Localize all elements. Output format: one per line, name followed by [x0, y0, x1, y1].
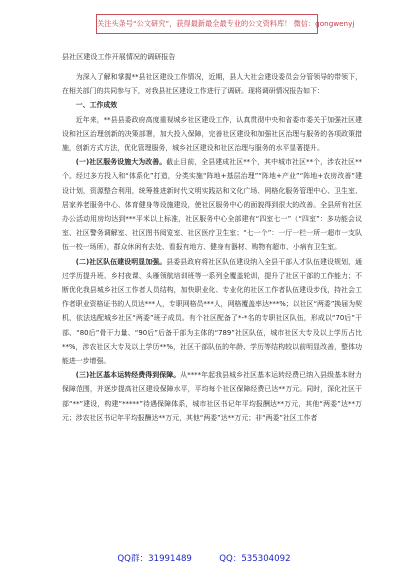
- section-paragraph: 近年来，**县县委政府高度重视城乡社区建设工作，认真贯彻中央和省委市委关于加强社区建设和社区治理创新的决策部署，加大投入保障，完善社区建设和加强社区治理与服务的各项政策措施，创新方式方法，优化管理服务，城乡社区建设和社区治理与服务的水平显著提升。: [62, 115, 362, 153]
- document-title: 县社区建设工作开展情况的调研报告: [62, 52, 176, 61]
- item-paragraph-3: [62, 368, 362, 425]
- document-body: [62, 50, 362, 425]
- item-text-2: 县委县政府将社区队伍建设纳入全县干部人才队伍建设规划，通过学历提升班、乡村夜课、头雁领航培训班等一系列全覆盖轮训，提升了社区干部的工作能力；不断优化我县城乡社区工作者人员结构，加快职业化、专业化的社区工作者队伍建设步伐，持社会工作者职业资格证书的人员达***人，专职网格员***人，网格覆盖率达***%；以社区“两委”换届为契机，依法选配城乡社区“两委”班子成员。有个社区配备了*-*名的专职社区队伍，形成以“70后”干部、“80后”骨干力量、“90后”后备干部为主体的“789”社区队伍，城市社区大专及以上学历占比**%，涉农社区大专及以上学历**%，社区干部队伍的年龄、学历等结构较以前明显改善，整体功能进一步增强。: [62, 257, 362, 366]
- item-lead-3: (三)社区基本运转经费得到保障。: [75, 371, 181, 380]
- promo-banner: 关注头条号“公文研究”，获得最新最全最专业的公文资料库！ 微信：gongwenyj: [96, 14, 318, 34]
- item-lead-2: (二)社区队伍建设明显加强。: [75, 257, 167, 266]
- item-text-3: 从****年起我县城乡社区基本运转经费已纳入县级基本财力保障范围，并逐步提高社区建设保障水平，平均每个社区保障经费已达**万元。同时，深化社区干部“**”建设，构建“*****”待遇保障体系，城市社区书记年平均报酬达**万元，其他“两委”达**万元；涉农社区书记年平均报酬达**万元，其他“两委”达**万元；非“两委”社区工作者: [62, 371, 362, 422]
- section-heading: 一、工作成效: [75, 101, 118, 110]
- item-paragraph-2: [62, 255, 362, 369]
- item-paragraph-1: [62, 155, 362, 254]
- item-text-1: 截止目前，全县建成社区**个，其中城市社区**个，涉农社区**个。经过多方投入和“体系化”打造，分类实施“阵地+基层治理”“阵地+产业”“阵地+农房改善”建设计划，资源整合利用，统筹推进新时代文明实践站和文化广场、网格化服务管理中心、卫生室、居家养老服务中心、体育健身等设施建设，使社区服务中心的面貌得到很大的改善。全县所有社区办公活动用房均达到***平米以上标准，社区服务中心全部建有“四室七一”（“四室”：多功能会议室、社区警务调解室、社区图书阅览室、社区医疗卫生室；“七一个”：一厅一栏一所一超市一支队伍一校一场所），群众休闲有去处、看报有地方、健身有器材、购物有超市、小病有卫生室。: [62, 158, 362, 252]
- footer-qq-group: QQ群：31991489: [117, 554, 192, 564]
- intro-paragraph: 为深入了解和掌握**县社区建设工作情况，近期，县人大社会建设委员会分管领导的带领下，在相关部门的共同参与下，对我县社区建设工作进行了调研。现将调研情况报告如下：: [62, 73, 362, 96]
- footer-qq-contact: QQ：535304092: [219, 554, 291, 564]
- item-lead-1: (一)社区服务设施大为改善。: [75, 158, 167, 167]
- page-footer: [0, 552, 408, 564]
